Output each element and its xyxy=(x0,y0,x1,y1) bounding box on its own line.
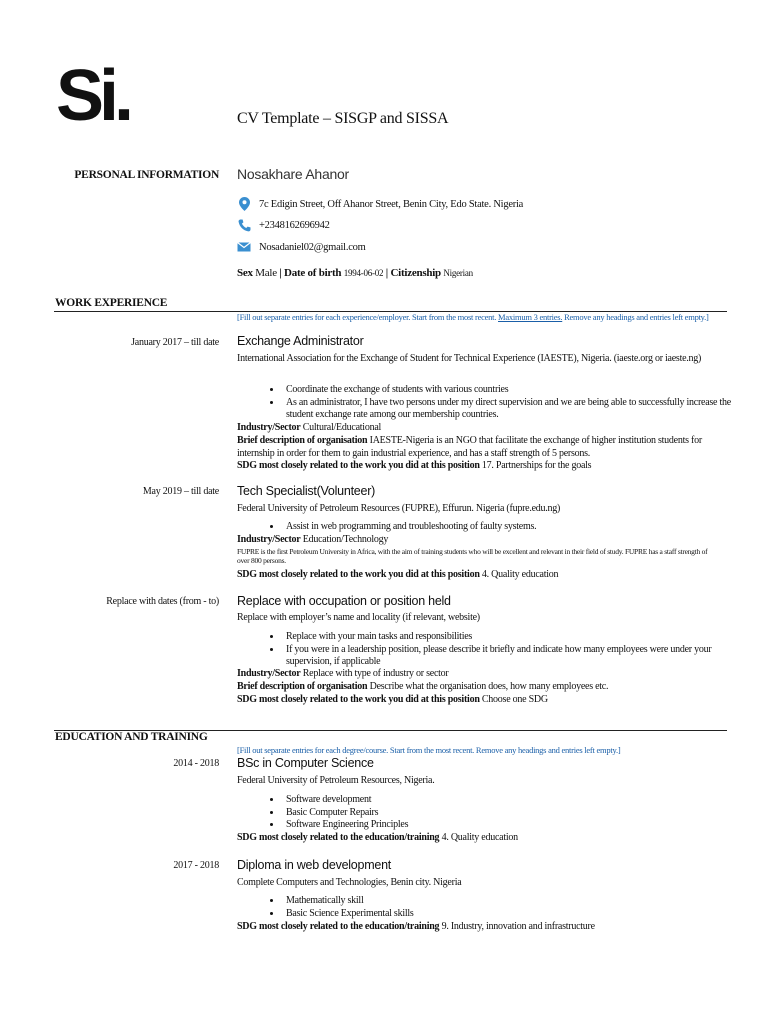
entry-date: January 2017 – till date xyxy=(131,337,219,348)
industry-line xyxy=(237,534,727,547)
address-text: 7c Edigin Street, Off Ahanor Street, Benin City, Edo State. Nigeria xyxy=(259,198,524,210)
document-title: CV Template – SISGP and SISSA xyxy=(237,110,449,127)
industry-value: Cultural/Educational xyxy=(302,422,382,433)
qualification-title: BSc in Computer Science xyxy=(237,756,374,770)
entry-date: 2014 - 2018 xyxy=(173,758,219,769)
job-title: Exchange Administrator xyxy=(237,334,364,348)
education-hint: [Fill out separate entries for each degree/course. Start from the most recent. Remove any headings and entries left empty.] xyxy=(237,745,621,755)
entry-date: Replace with dates (from - to) xyxy=(106,596,219,607)
sdg-label: SDG most closely related to the education/training xyxy=(237,832,440,843)
sdg-value: 9. Industry, innovation and infrastructure xyxy=(441,921,595,932)
phone-row xyxy=(237,218,330,232)
description-label: Brief description of organisation xyxy=(237,681,368,692)
location-pin-icon xyxy=(237,197,251,211)
skills-list xyxy=(255,794,752,832)
sdg-line xyxy=(237,832,727,845)
phone-icon xyxy=(237,218,251,232)
sdg-label: SDG most closely related to the work you did at this position xyxy=(237,460,480,471)
institution: Federal University of Petroleum Resources, Nigeria. xyxy=(237,775,435,786)
applicant-name: Nosakhare Ahanor xyxy=(237,166,349,182)
qualification-title: Diploma in web development xyxy=(237,858,392,872)
employer: International Association for the Exchange of Student for Technical Experience (IAESTE), Nigeria. (iaeste.org or iaeste.ng) xyxy=(237,353,702,364)
sdg-label: SDG most closely related to the work you did at this position xyxy=(237,569,480,580)
logo: Si. xyxy=(56,56,130,136)
task-list xyxy=(255,521,752,534)
organisation-description xyxy=(237,435,727,460)
employer: Replace with employer’s name and locality (if relevant, website) xyxy=(237,612,480,623)
entry-date: May 2019 – till date xyxy=(142,486,219,497)
employer: Federal University of Petroleum Resources (FUPRE), Effurun. Nigeria (fupre.edu.ng) xyxy=(237,503,561,514)
email-row xyxy=(237,240,366,254)
industry-line xyxy=(237,668,727,681)
list-item: • Replace with your main tasks and responsibilities xyxy=(282,631,752,644)
list-item: • Coordinate the exchange of students with various countries xyxy=(282,384,752,397)
sdg-value: Choose one SDG xyxy=(481,694,548,705)
list-item: • Assist in web programming and troubleshooting of faulty systems. xyxy=(282,521,752,534)
list-item: • Basic Computer Repairs xyxy=(282,807,752,820)
sdg-line xyxy=(237,921,727,934)
task-list xyxy=(255,384,752,422)
personal-information-heading: PERSONAL INFORMATION xyxy=(74,169,219,181)
institution: Complete Computers and Technologies, Benin city. Nigeria xyxy=(237,877,462,888)
organisation-description xyxy=(237,681,727,694)
sdg-value: 17. Partnerships for the goals xyxy=(481,460,592,471)
list-item: • If you were in a leadership position, please describe it briefly and indicate how many employees were under your supervision, if applicable xyxy=(282,644,752,669)
dob-label: Date of birth xyxy=(284,267,342,279)
industry-label: Industry/Sector xyxy=(237,668,301,679)
industry-value: Education/Technology xyxy=(302,534,389,545)
list-item: • Mathematically skill xyxy=(282,895,752,908)
sex-label: Sex xyxy=(237,267,253,279)
industry-label: Industry/Sector xyxy=(237,422,301,433)
sdg-value: 4. Quality education xyxy=(441,832,518,843)
list-item: • Software development xyxy=(282,794,752,807)
sdg-value: 4. Quality education xyxy=(481,569,559,580)
task-list xyxy=(255,631,752,669)
email-icon xyxy=(237,240,251,254)
job-title: Replace with occupation or position held xyxy=(237,594,451,608)
email-text: Nosadaniel02@gmail.com xyxy=(259,241,366,253)
address-row xyxy=(237,197,523,211)
job-title: Tech Specialist(Volunteer) xyxy=(237,484,376,498)
work-hint-text: [Fill out separate entries for each experience/employer. Start from the most recent. xyxy=(237,312,497,322)
description-label: Brief description of organisation xyxy=(237,435,368,446)
description-value: Describe what the organisation does, how many employees etc. xyxy=(369,681,609,692)
sdg-line xyxy=(237,694,727,707)
phone-text: +2348162696942 xyxy=(259,219,330,231)
citizenship-value: Nigerian xyxy=(443,268,473,278)
skills-list xyxy=(255,895,752,920)
sdg-line xyxy=(237,460,727,473)
list-item: • Software Engineering Principles xyxy=(282,819,752,832)
sdg-line xyxy=(237,569,727,582)
industry-line xyxy=(237,422,727,435)
work-hint-link[interactable]: Maximum 3 entries. xyxy=(498,312,563,322)
citizenship-label: Citizenship xyxy=(390,267,441,279)
list-item: • As an administrator, I have two persons under my direct supervision and we are being able to successfully increase the student exchange rate among our membership countries. xyxy=(282,397,752,422)
work-experience-heading: WORK EXPERIENCE xyxy=(55,297,168,309)
sdg-label: SDG most closely related to the education/training xyxy=(237,921,440,932)
entry-date: 2017 - 2018 xyxy=(173,860,219,871)
organisation-description: FUPRE is the first Petroleum University in Africa, with the aim of training students who will be excellent and relevant in their field of study. FUPRE has a staff strength of over 800 persons. xyxy=(237,547,708,565)
work-hint xyxy=(237,312,717,323)
demographics-row: Sex Male | Date of birth 1994-06-02 | Citizenship Nigerian xyxy=(237,267,473,279)
sdg-label: SDG most closely related to the work you did at this position xyxy=(237,694,480,705)
industry-label: Industry/Sector xyxy=(237,534,301,545)
sex-value: Male xyxy=(255,267,277,279)
industry-value: Replace with type of industry or sector xyxy=(302,668,449,679)
list-item: • Basic Science Experimental skills xyxy=(282,908,752,921)
work-hint-text-end: Remove any headings and entries left empty.] xyxy=(562,312,709,322)
description-value: IAESTE-Nigeria is an NGO that facilitate the exchange of higher institution students for internship in order for them to gain industrial experience, and has a staff strength of 5 persons. xyxy=(237,435,702,459)
education-heading: EDUCATION AND TRAINING xyxy=(55,731,208,743)
dob-value: 1994-06-02 xyxy=(343,268,384,278)
